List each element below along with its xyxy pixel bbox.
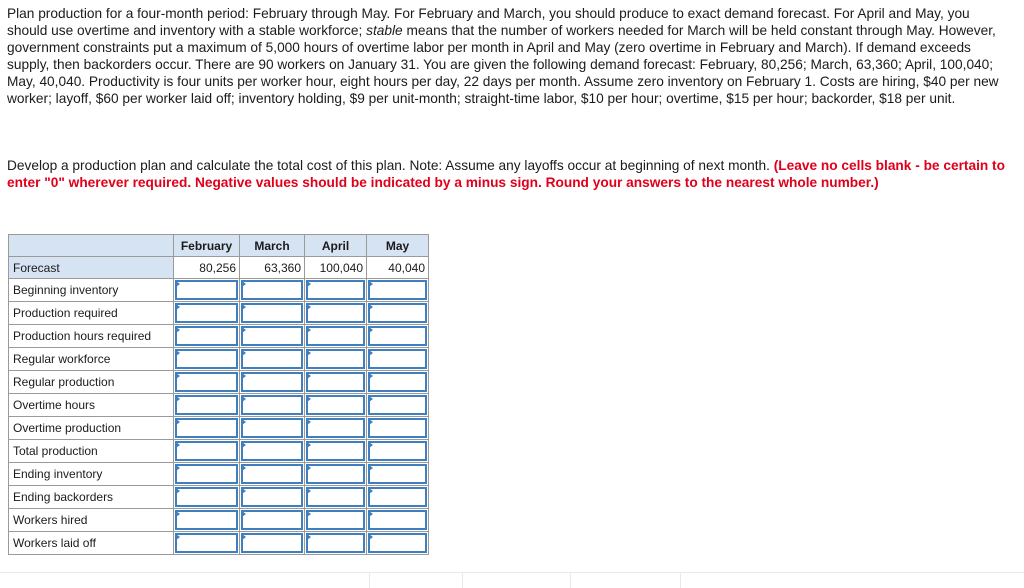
row-label-production-hours-required: Production hours required xyxy=(9,325,174,348)
row-label-workers-laid-off: Workers laid off xyxy=(9,532,174,555)
forecast-march: 63,360 xyxy=(240,257,305,279)
cell-workers-hired-february xyxy=(174,509,240,532)
header-may: May xyxy=(367,235,429,257)
header-april: April xyxy=(305,235,367,257)
input-marker-icon xyxy=(307,534,311,540)
production-hours-required-february-input[interactable] xyxy=(175,326,238,346)
ending-inventory-february-input[interactable] xyxy=(175,464,238,484)
input-marker-icon xyxy=(176,488,180,494)
cell-regular-workforce-march xyxy=(240,348,305,371)
workers-hired-april-input[interactable] xyxy=(306,510,365,530)
input-marker-icon xyxy=(242,373,246,379)
beginning-inventory-may-input[interactable] xyxy=(368,280,427,300)
input-marker-icon xyxy=(369,396,373,402)
cell-production-required-april xyxy=(305,302,367,325)
cell-overtime-hours-may xyxy=(367,394,429,417)
input-marker-icon xyxy=(176,419,180,425)
cell-workers-hired-april xyxy=(305,509,367,532)
input-marker-icon xyxy=(242,327,246,333)
ending-inventory-may-input[interactable] xyxy=(368,464,427,484)
cell-production-required-march xyxy=(240,302,305,325)
production-hours-required-march-input[interactable] xyxy=(241,326,303,346)
problem-statement xyxy=(7,5,1007,107)
forecast-february: 80,256 xyxy=(174,257,240,279)
input-marker-icon xyxy=(176,373,180,379)
regular-production-april-input[interactable] xyxy=(306,372,365,392)
cell-regular-production-may xyxy=(367,371,429,394)
ending-backorders-april-input[interactable] xyxy=(306,487,365,507)
cell-total-production-may xyxy=(367,440,429,463)
total-production-march-input[interactable] xyxy=(241,441,303,461)
cell-workers-hired-march xyxy=(240,509,305,532)
table-row xyxy=(9,348,429,371)
input-marker-icon xyxy=(176,396,180,402)
overtime-production-april-input[interactable] xyxy=(306,418,365,438)
row-label-beginning-inventory: Beginning inventory xyxy=(9,279,174,302)
footer-divider xyxy=(0,572,1024,573)
input-marker-icon xyxy=(307,327,311,333)
production-required-february-input[interactable] xyxy=(175,303,238,323)
cell-total-production-february xyxy=(174,440,240,463)
instructions-red-note: (Leave no cells blank - be certain to enter "0" wherever required. Negative values should be indicated by a minus sign. Round your answers to the nearest whole number.) xyxy=(7,158,1005,190)
cell-workers-laid-off-february xyxy=(174,532,240,555)
footer-tick xyxy=(462,572,463,588)
input-marker-icon xyxy=(176,304,180,310)
regular-workforce-april-input[interactable] xyxy=(306,349,365,369)
input-marker-icon xyxy=(242,465,246,471)
cell-total-production-april xyxy=(305,440,367,463)
cell-ending-backorders-february xyxy=(174,486,240,509)
input-marker-icon xyxy=(369,350,373,356)
header-february: February xyxy=(174,235,240,257)
cell-total-production-march xyxy=(240,440,305,463)
cell-overtime-production-march xyxy=(240,417,305,440)
cell-workers-laid-off-may xyxy=(367,532,429,555)
row-label-regular-workforce: Regular workforce xyxy=(9,348,174,371)
cell-workers-hired-may xyxy=(367,509,429,532)
table-row xyxy=(9,463,429,486)
ending-backorders-march-input[interactable] xyxy=(241,487,303,507)
input-marker-icon xyxy=(307,304,311,310)
input-marker-icon xyxy=(369,281,373,287)
forecast-april: 100,040 xyxy=(305,257,367,279)
row-label-ending-backorders: Ending backorders xyxy=(9,486,174,509)
beginning-inventory-march-input[interactable] xyxy=(241,280,303,300)
cell-ending-backorders-may xyxy=(367,486,429,509)
table-row xyxy=(9,371,429,394)
cell-ending-backorders-march xyxy=(240,486,305,509)
row-label-ending-inventory: Ending inventory xyxy=(9,463,174,486)
table-row xyxy=(9,509,429,532)
ending-inventory-march-input[interactable] xyxy=(241,464,303,484)
input-marker-icon xyxy=(369,465,373,471)
input-marker-icon xyxy=(242,534,246,540)
table-row xyxy=(9,532,429,555)
overtime-hours-march-input[interactable] xyxy=(241,395,303,415)
total-production-february-input[interactable] xyxy=(175,441,238,461)
input-marker-icon xyxy=(242,281,246,287)
table-row xyxy=(9,440,429,463)
cell-overtime-hours-february xyxy=(174,394,240,417)
input-marker-icon xyxy=(176,327,180,333)
row-label-overtime-production: Overtime production xyxy=(9,417,174,440)
cell-production-hours-required-february xyxy=(174,325,240,348)
input-marker-icon xyxy=(369,419,373,425)
overtime-production-february-input[interactable] xyxy=(175,418,238,438)
input-marker-icon xyxy=(242,488,246,494)
input-marker-icon xyxy=(307,511,311,517)
regular-workforce-february-input[interactable] xyxy=(175,349,238,369)
cell-ending-inventory-february xyxy=(174,463,240,486)
input-marker-icon xyxy=(307,419,311,425)
table-row xyxy=(9,486,429,509)
row-label-workers-hired: Workers hired xyxy=(9,509,174,532)
header-blank xyxy=(9,235,174,257)
workers-laid-off-may-input[interactable] xyxy=(368,533,427,553)
workers-hired-march-input[interactable] xyxy=(241,510,303,530)
table-header-row xyxy=(9,235,429,257)
instructions-text: Develop a production plan and calculate the total cost of this plan. Note: Assume any layoffs occur at beginning of next month. xyxy=(7,158,774,173)
table-row xyxy=(9,325,429,348)
input-marker-icon xyxy=(369,534,373,540)
input-marker-icon xyxy=(176,350,180,356)
input-marker-icon xyxy=(176,534,180,540)
ending-backorders-february-input[interactable] xyxy=(175,487,238,507)
cell-regular-production-april xyxy=(305,371,367,394)
production-hours-required-may-input[interactable] xyxy=(368,326,427,346)
cell-ending-inventory-may xyxy=(367,463,429,486)
input-marker-icon xyxy=(307,350,311,356)
input-marker-icon xyxy=(242,511,246,517)
forecast-may: 40,040 xyxy=(367,257,429,279)
input-marker-icon xyxy=(176,511,180,517)
cell-production-required-may xyxy=(367,302,429,325)
workers-laid-off-march-input[interactable] xyxy=(241,533,303,553)
regular-workforce-march-input[interactable] xyxy=(241,349,303,369)
cell-overtime-production-may xyxy=(367,417,429,440)
cell-production-required-february xyxy=(174,302,240,325)
production-required-may-input[interactable] xyxy=(368,303,427,323)
cell-regular-production-march xyxy=(240,371,305,394)
workers-laid-off-april-input[interactable] xyxy=(306,533,365,553)
cell-overtime-hours-april xyxy=(305,394,367,417)
table-row xyxy=(9,394,429,417)
input-marker-icon xyxy=(369,511,373,517)
row-label-production-required: Production required xyxy=(9,302,174,325)
cell-ending-backorders-april xyxy=(305,486,367,509)
workers-hired-february-input[interactable] xyxy=(175,510,238,530)
beginning-inventory-february-input[interactable] xyxy=(175,280,238,300)
input-marker-icon xyxy=(307,373,311,379)
input-marker-icon xyxy=(176,465,180,471)
production-required-march-input[interactable] xyxy=(241,303,303,323)
table-row xyxy=(9,302,429,325)
stable-emphasis: stable xyxy=(366,23,403,38)
forecast-label: Forecast xyxy=(9,257,174,279)
overtime-production-march-input[interactable] xyxy=(241,418,303,438)
input-marker-icon xyxy=(369,373,373,379)
cell-overtime-production-april xyxy=(305,417,367,440)
input-marker-icon xyxy=(242,350,246,356)
production-required-april-input[interactable] xyxy=(306,303,365,323)
cell-regular-production-february xyxy=(174,371,240,394)
cell-regular-workforce-may xyxy=(367,348,429,371)
overtime-hours-april-input[interactable] xyxy=(306,395,365,415)
cell-workers-laid-off-april xyxy=(305,532,367,555)
footer-tick xyxy=(570,572,571,588)
production-hours-required-april-input[interactable] xyxy=(306,326,365,346)
cell-regular-workforce-february xyxy=(174,348,240,371)
cell-ending-inventory-april xyxy=(305,463,367,486)
cell-regular-workforce-april xyxy=(305,348,367,371)
production-plan-table xyxy=(8,234,429,555)
input-marker-icon xyxy=(369,304,373,310)
input-marker-icon xyxy=(242,442,246,448)
regular-production-may-input[interactable] xyxy=(368,372,427,392)
input-marker-icon xyxy=(307,281,311,287)
total-production-april-input[interactable] xyxy=(306,441,365,461)
input-marker-icon xyxy=(307,396,311,402)
row-label-regular-production: Regular production xyxy=(9,371,174,394)
overtime-hours-may-input[interactable] xyxy=(368,395,427,415)
total-production-may-input[interactable] xyxy=(368,441,427,461)
input-marker-icon xyxy=(242,419,246,425)
problem-text-part1: Plan production for a four-month period: February through May. For February and March, you should produce to exact demand forecast. For April and May, you should use overtime and inventory with a stable workforce; xyxy=(7,6,970,38)
cell-beginning-inventory-february xyxy=(174,279,240,302)
problem-text-part2: means that the number of workers needed for March will be held constant through May. However, government constraints put a maximum of 5,000 hours of overtime labor per month in April and May (zero overtime in February and March). If demand exceeds supply, then backorders occur. There are 90 workers on January 31. You are given the following demand forecast: February, 80,256; March, 63,360; April, 100,040; May, 40,040. Productivity is four units per worker hour, eight hours per day, 22 days per month. Assume zero inventory on February 1. Costs are hiring, $40 per new worker; layoff, $60 per worker laid off; inventory holding, $9 per unit-month; straight-time labor, $10 per hour; overtime, $15 per hour; backorder, $18 per unit. xyxy=(7,23,999,106)
input-marker-icon xyxy=(369,327,373,333)
overtime-hours-february-input[interactable] xyxy=(175,395,238,415)
input-marker-icon xyxy=(369,442,373,448)
cell-ending-inventory-march xyxy=(240,463,305,486)
overtime-production-may-input[interactable] xyxy=(368,418,427,438)
table-row xyxy=(9,417,429,440)
input-marker-icon xyxy=(307,465,311,471)
cell-overtime-production-february xyxy=(174,417,240,440)
cell-production-hours-required-april xyxy=(305,325,367,348)
cell-beginning-inventory-may xyxy=(367,279,429,302)
cell-beginning-inventory-march xyxy=(240,279,305,302)
table-row xyxy=(9,279,429,302)
cell-production-hours-required-march xyxy=(240,325,305,348)
row-label-overtime-hours: Overtime hours xyxy=(9,394,174,417)
footer-tick xyxy=(680,572,681,588)
input-marker-icon xyxy=(307,488,311,494)
cell-workers-laid-off-march xyxy=(240,532,305,555)
input-marker-icon xyxy=(242,396,246,402)
regular-production-february-input[interactable] xyxy=(175,372,238,392)
input-marker-icon xyxy=(369,488,373,494)
beginning-inventory-april-input[interactable] xyxy=(306,280,365,300)
cell-production-hours-required-may xyxy=(367,325,429,348)
regular-workforce-may-input[interactable] xyxy=(368,349,427,369)
instructions xyxy=(7,157,1007,191)
forecast-row xyxy=(9,257,429,279)
input-marker-icon xyxy=(176,281,180,287)
cell-beginning-inventory-april xyxy=(305,279,367,302)
input-marker-icon xyxy=(176,442,180,448)
input-marker-icon xyxy=(307,442,311,448)
workers-hired-may-input[interactable] xyxy=(368,510,427,530)
ending-backorders-may-input[interactable] xyxy=(368,487,427,507)
input-marker-icon xyxy=(242,304,246,310)
footer-tick xyxy=(369,572,370,588)
workers-laid-off-february-input[interactable] xyxy=(175,533,238,553)
cell-overtime-hours-march xyxy=(240,394,305,417)
regular-production-march-input[interactable] xyxy=(241,372,303,392)
ending-inventory-april-input[interactable] xyxy=(306,464,365,484)
row-label-total-production: Total production xyxy=(9,440,174,463)
header-march: March xyxy=(240,235,305,257)
